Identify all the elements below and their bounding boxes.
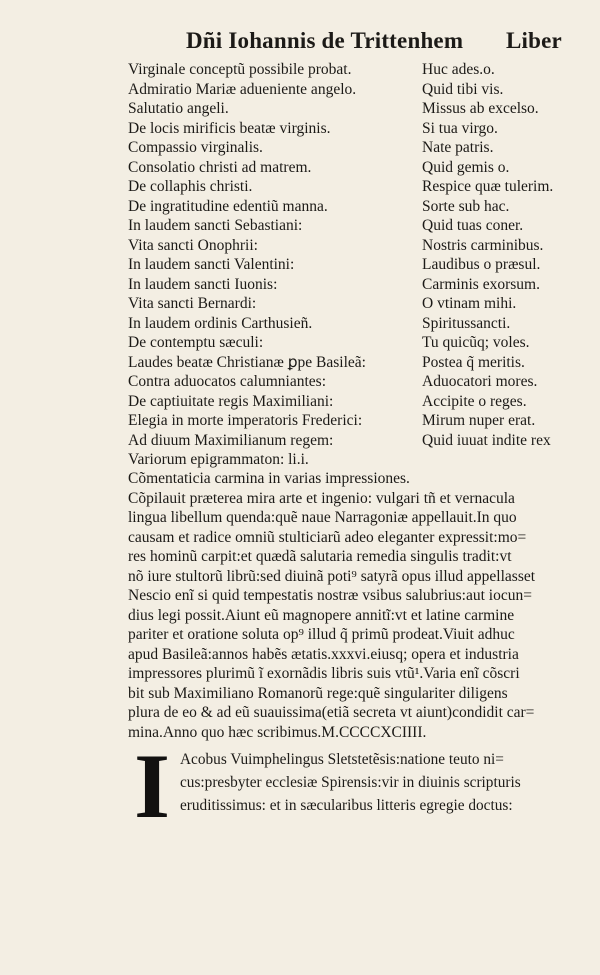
toc-title: In laudem sancti Sebastiani:	[128, 217, 303, 234]
table-of-contents	[128, 60, 578, 470]
toc-title: In laudem sancti Iuonis:	[128, 275, 278, 293]
toc-row	[128, 99, 578, 119]
toc-row	[128, 450, 578, 470]
toc-incipit: Laudibus o præsul.	[422, 256, 541, 273]
toc-row	[128, 80, 578, 100]
paragraph-line: pariter et oratione soluta op⁹ illud q̃ primũ prodeat.Viuit adhuc	[128, 626, 515, 643]
toc-row	[128, 333, 578, 353]
toc-incipit: Nostris carminibus.	[422, 236, 544, 254]
toc-incipit: Postea q̃ meritis.	[422, 353, 525, 371]
toc-title: De ingratitudine edentiũ manna.	[128, 197, 328, 215]
toc-row	[128, 138, 578, 158]
toc-title: De captiuitate regis Maximiliani:	[128, 392, 334, 410]
toc-incipit: Missus ab excelso.	[422, 100, 539, 117]
toc-row	[128, 353, 578, 373]
toc-row	[128, 236, 578, 256]
paragraph-text	[128, 469, 573, 742]
toc-row	[128, 255, 578, 275]
toc-title: De contemptu sæculi:	[128, 334, 264, 351]
toc-row	[128, 431, 578, 451]
toc-title: Variorum epigrammaton: li.i.	[128, 451, 309, 468]
toc-title: Vita sancti Bernardi:	[128, 295, 257, 312]
toc-row	[128, 158, 578, 178]
toc-incipit: Quid tibi vis.	[422, 80, 504, 98]
book-label: Liber	[506, 28, 562, 53]
toc-row	[128, 392, 578, 412]
toc-title: In laudem sancti Valentini:	[128, 256, 295, 273]
toc-row	[128, 372, 578, 392]
toc-incipit: Quid tuas coner.	[422, 217, 524, 234]
toc-title: Virginale conceptũ possibile probat.	[128, 61, 352, 78]
toc-incipit: Mirum nuper erat.	[422, 412, 536, 429]
toc-row	[128, 294, 578, 314]
paragraph-line: Nescio enĩ si quid tempestatis nostræ vsibus salubrius:aut iocun=	[128, 587, 532, 604]
toc-row	[128, 60, 578, 80]
paragraph-line: dius legi possit.Aiunt eũ magnopere annitĩ:vt et latine carmine	[128, 606, 515, 624]
paragraph-line: Cõpilauit præterea mira arte et ingenio: vulgari tñ et vernacula	[128, 489, 515, 507]
toc-title: Elegia in morte imperatoris Frederici:	[128, 412, 363, 429]
next-entry-text	[180, 748, 580, 817]
toc-row	[128, 197, 578, 217]
paragraph-line: res hominũ carpit:et quædã salutaria remedia singulis tradit:vt	[128, 548, 512, 565]
paragraph-line: bit sub Maximiliano Romanorũ rege:quẽ singulariter diligens	[128, 684, 508, 702]
toc-title: Laudes beatæ Christianæ ꝑpe Basileã:	[128, 353, 366, 371]
paragraph-line: mina.Anno quo hæc scribimus.M.CCCCXCIIII.	[128, 723, 427, 741]
toc-incipit: Si tua virgo.	[422, 119, 498, 137]
toc-title: Consolatio christi ad matrem.	[128, 158, 312, 176]
entry-line: Acobus Vuimphelingus Sletstetẽsis:natione teuto ni=	[180, 751, 504, 768]
toc-incipit: Huc ades.o.	[422, 61, 495, 78]
toc-incipit: Sorte sub hac.	[422, 197, 510, 215]
toc-incipit: Carminis exorsum.	[422, 275, 540, 293]
toc-incipit: Quid iuuat indite rex	[422, 431, 551, 449]
toc-incipit: Quid gemis o.	[422, 158, 510, 176]
toc-row	[128, 119, 578, 139]
toc-title: Vita sancti Onophrii:	[128, 236, 258, 254]
initial-letter: I	[134, 735, 170, 837]
toc-title: Ad diuum Maximilianum regem:	[128, 431, 334, 449]
paragraph-line: Cõmentaticia carmina in varias impressiones.	[128, 470, 410, 487]
toc-title: In laudem ordinis Carthusieñ.	[128, 314, 313, 332]
paragraph-line: causam et radice omniũ stulticiarũ adeo eleganter expressit:mo=	[128, 528, 527, 546]
toc-title: Contra aduocatos calumniantes:	[128, 373, 326, 390]
toc-title: De locis mirificis beatæ virginis.	[128, 119, 331, 137]
entry-line: eruditissimus: et in sæcularibus litteris egregie doctus:	[180, 797, 513, 814]
toc-incipit: Tu quicũq; voles.	[422, 334, 530, 351]
paragraph-line: apud Basileã:annos habẽs ætatis.xxxvi.eiusq; opera et industria	[128, 645, 519, 663]
toc-title: Compassio virginalis.	[128, 139, 263, 156]
toc-incipit: Spiritussancti.	[422, 314, 511, 332]
toc-row	[128, 216, 578, 236]
paragraph-line: plura de eo & ad eũ suauissima(etiã secreta vt aiunt)condidit car=	[128, 704, 535, 721]
toc-incipit: Aduocatori mores.	[422, 373, 538, 390]
paragraph-line: lingua libellum quenda:quẽ naue Narragoniæ appellauit.In quo	[128, 509, 517, 526]
toc-incipit: O vtinam mihi.	[422, 295, 517, 312]
toc-row	[128, 314, 578, 334]
paragraph-line: nõ iure stultorũ librũ:sed diuinã poti⁹ satyrã opus illud appellasset	[128, 567, 536, 585]
toc-row	[128, 177, 578, 197]
toc-row	[128, 275, 578, 295]
toc-row	[128, 411, 578, 431]
entry-line: cus:presbyter ecclesiæ Spirensis:vir in diuinis scripturis	[180, 774, 521, 791]
toc-incipit: Accipite o reges.	[422, 392, 527, 410]
running-title: Dñi Iohannis de Trittenhem	[186, 28, 464, 53]
paragraph-line: impressores plurimũ ĩ exornãdis libris suis vtũ¹.Varia enĩ cõscri	[128, 665, 520, 682]
toc-incipit: Respice quæ tulerim.	[422, 178, 554, 195]
toc-title: Admiratio Mariæ adueniente angelo.	[128, 80, 357, 98]
toc-title: Salutatio angeli.	[128, 100, 229, 117]
toc-title: De collaphis christi.	[128, 178, 253, 195]
toc-incipit: Nate patris.	[422, 139, 494, 156]
